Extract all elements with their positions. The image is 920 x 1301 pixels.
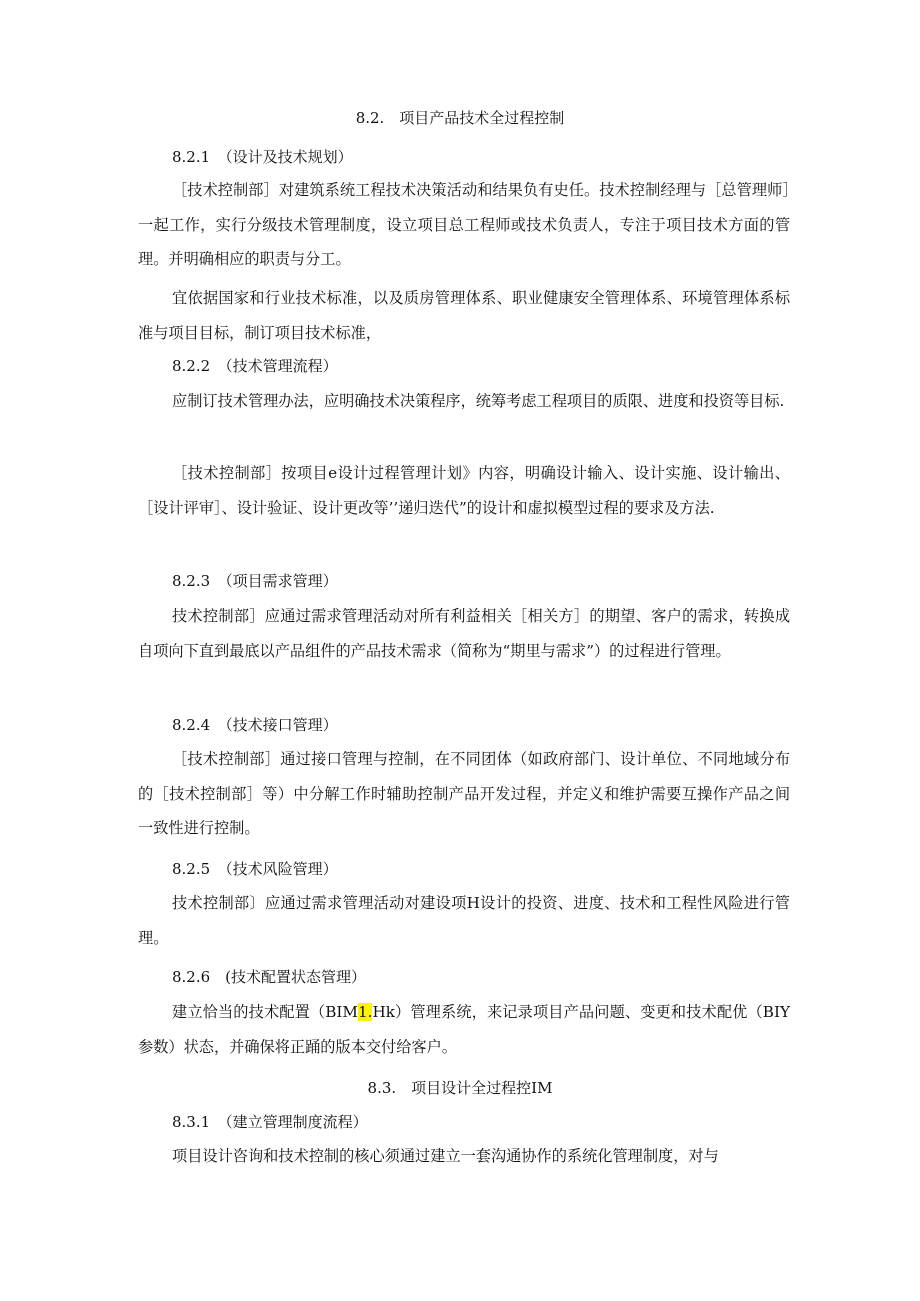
subsection-heading-8-2-6: 8.2.6 (技术配置状态管理） [172, 968, 367, 986]
paragraph-text-part: 建立恰当的技术配置（BIM [172, 1003, 358, 1021]
section-heading-8-3: 8.3. 项目设计全过程控IM [367, 1079, 553, 1097]
paragraph-risk-management: 技术控制部〕应通过需求管理活动对建设项H设计的投资、进度、技术和工程性风险进行管理。 [138, 894, 790, 947]
paragraph-interface-management: ［技术控制部］通过接口管理与控制，在不同团体（如政府部门、设计单位、不同地域分布的［技术控制部］等）中分解工作时辅助控制产品开发过程，并定义和维护需要互操作产品之间一致性进行控制。 [138, 750, 790, 837]
paragraph-design-process-plan: ［技术控制部］按项目e设计过程管理计划》内容，明确设计输入、设计实施、设计输出、［设计评审］、设计验证、设计更改等’’递归迭代”的设计和虚拟模型过程的要求及方法. [138, 464, 790, 517]
paragraph-requirements-management: 技术控制部］应通过需求管理活动对所有利益相关［相关方］的期望、客户的需求，转换成自项向下直到最底以产品组件的产品技术需求（简称为“期里与需求”）的过程进行管理。 [138, 607, 790, 660]
subsection-heading-8-2-5: 8.2.5 （技术风险管理） [172, 860, 338, 878]
subsection-heading-8-2-3: 8.2.3 （项目需求管理） [172, 572, 338, 590]
subsection-heading-8-2-1: 8.2.1 （设计及技术规划） [172, 148, 353, 166]
subsection-heading-8-3-1: 8.3.1 （建立管理制度流程） [172, 1113, 368, 1131]
highlighted-text: 1. [357, 1003, 373, 1021]
subsection-heading-8-2-4: 8.2.4 （技术接口管理） [172, 716, 338, 734]
paragraph-tech-standards: 宜依据国家和行业技术标准，以及质房管理体系、职业健康安全管理体系、环境管理体系标准与项目目标，制订项目技术标准， [138, 289, 790, 342]
section-heading-8-2: 8.2. 项目产品技术全过程控制 [355, 109, 565, 127]
paragraph-text-part: Hk）管理系统，来记录项目产品问题、变更和技术配优（BIY参数）状态，并确保将正踊的版本交付给客户。 [138, 1003, 790, 1056]
paragraph-tech-management-method: 应制订技术管理办法，应明确技术决策程序，统筹考虑工程项目的质限、进度和投资等目标. [172, 392, 785, 410]
paragraph-design-consulting-core: 项目设计咨询和技术控制的核心须通过建立一套沟通协作的系统化管理制度，对与 [172, 1147, 719, 1165]
paragraph-tech-control-dept: ［技术控制部］对建筑系统工程技术决策活动和结果负有史任。技术控制经理与［总管理师］一起工作，实行分级技术管理制度，设立项目总工程师或技术负责人，专注于项目技术方面的管理。并明确相应的职责与分工。 [138, 181, 790, 268]
subsection-heading-8-2-2: 8.2.2 （技术管理流程） [172, 357, 338, 375]
paragraph-configuration-management [138, 995, 790, 1064]
